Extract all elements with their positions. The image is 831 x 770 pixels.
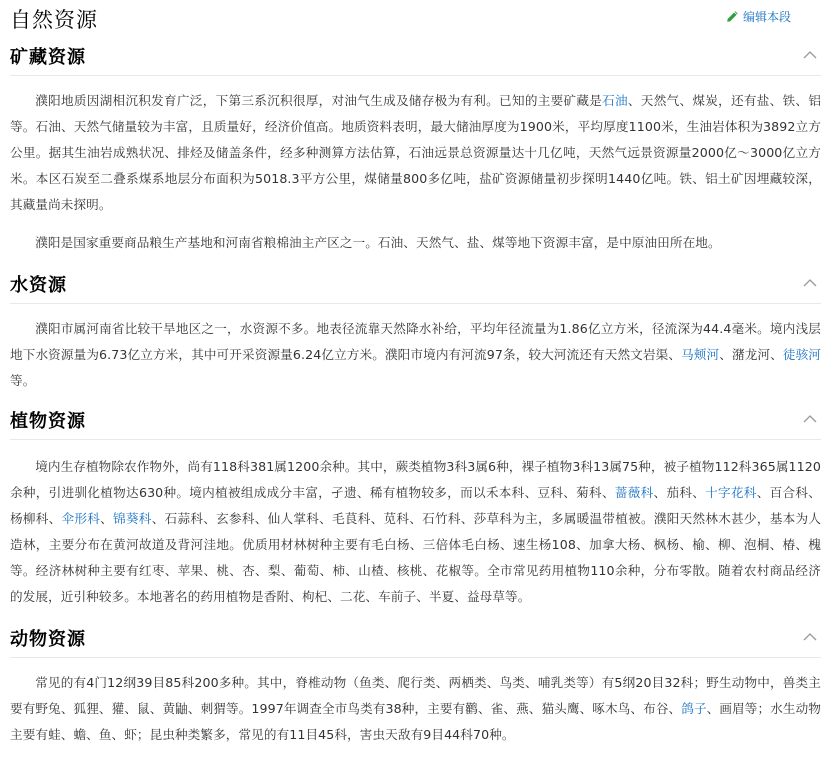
section-header: [10, 618, 821, 658]
link-pigeon[interactable]: 鸽子: [681, 701, 707, 716]
text-run: 、潴龙河、: [719, 347, 783, 362]
section-plants: [10, 400, 821, 610]
page-title: 自然资源: [10, 8, 98, 32]
text-run: 、石蒜科、玄参科、仙人掌科、毛茛科、苋科、石竹科、莎草科为主，多属暖温带植被。濮阳天然林木甚少，基本为人造林，主要分布在黄河故道及背河洼地。优质用材林树种主要有毛白杨、三倍体毛白杨、速生杨108、加拿大杨、枫杨、榆、柳、泡桐、椿、槐等。经济林树种主要有红枣、苹果、桃、杏、梨、葡萄、柿、山楂、核桃、花椒等。全市常见药用植物110余种，分布零散。随着农村商品经济的发展，近引种较多。本地著名的药用植物是香附、枸杞、二花、车前子、半夏、益母草等。: [10, 511, 822, 604]
text-run: 等。: [10, 373, 36, 388]
chevron-up-icon[interactable]: [803, 632, 817, 642]
link-malvaceae[interactable]: 锦葵科: [113, 511, 152, 526]
link-cruciferae[interactable]: 十字花科: [705, 485, 757, 500]
title-bar: [10, 0, 821, 36]
chevron-up-icon[interactable]: [803, 414, 817, 424]
section-title: 植物资源: [10, 411, 86, 432]
section-title: 矿藏资源: [10, 47, 86, 68]
section-header: [10, 400, 821, 440]
pencil-icon: [726, 10, 739, 23]
chevron-up-icon[interactable]: [803, 50, 817, 60]
text-run: 、: [100, 511, 114, 526]
section-animals: [10, 618, 821, 748]
section-header: [10, 36, 821, 76]
text-run: 境内生存植物除农作物外，尚有118科381属1200余种。其中，蕨类植物3科3属6种，裸子植物3科13属75种，被子植物112科365属1120余种，引进驯化植物达630种。境内植被组成成分丰富，孑遗、稀有植物较多，而以禾本科、豆科、菊科、: [10, 459, 821, 500]
text-run: 濮阳地质因湖相沉积发育广泛，下第三系沉积很厚，对油气生成及储存极为有利。已知的主要矿藏是: [35, 93, 603, 108]
edit-section-button[interactable]: [726, 8, 791, 25]
paragraph: [10, 316, 821, 394]
link-tuhai-river[interactable]: 徒骇河: [782, 347, 821, 362]
section-header: [10, 264, 821, 304]
section-title: 动物资源: [10, 629, 86, 650]
text-run: 、画眉等；水生动物主要有蛙、蟾、鱼、虾；昆虫种类繁多，常见的有11目45科，害虫天敌有9目44科70种。: [10, 701, 822, 742]
text-run: 、茄科、: [653, 485, 706, 500]
paragraph: 濮阳是国家重要商品粮生产基地和河南省粮棉油主产区之一。石油、天然气、盐、煤等地下资源丰富，是中原油田所在地。: [35, 235, 721, 250]
link-oil[interactable]: 石油: [602, 93, 628, 108]
link-umbelliferae[interactable]: 伞形科: [61, 511, 101, 526]
chevron-up-icon[interactable]: [803, 278, 817, 288]
section-title: 水资源: [10, 275, 67, 296]
link-rosaceae[interactable]: 蔷薇科: [614, 485, 654, 500]
link-majia-river[interactable]: 马颊河: [681, 347, 720, 362]
text-run: 濮阳市属河南省比较干旱地区之一，水资源不多。地表径流靠天然降水补给，平均年径流量为1.86亿立方米，径流深为44.4毫米。境内浅层地下水资源量为6.73亿立方米，其中可开采资源量6.24亿立方米。濮阳市境内有河流97条，较大河流还有天然文岩渠、: [10, 321, 821, 362]
paragraph: [10, 454, 821, 610]
paragraph: [10, 670, 821, 748]
section-water: [10, 264, 821, 394]
edit-section-label: 编辑本段: [742, 10, 791, 24]
section-minerals: [10, 36, 821, 256]
text-run: 常见的有4门12纲39目85科200多种。其中，脊椎动物（鱼类、爬行类、两栖类、鸟类、哺乳类等）有5纲20目32科；野生动物中，兽类主要有野兔、狐狸、獾、鼠、黄鼬、刺猬等。1997年调查全市鸟类有38种，主要有鹳、雀、燕、猫头鹰、啄木鸟、布谷、: [10, 675, 821, 716]
text-run: 、天然气、煤炭，还有盐、铁、铝等。石油、天然气储量较为丰富，且质量好，经济价值高。地质资料表明，最大储油厚度为1900米，平均厚度1100米，生油岩体积为3892立方公里。据其生油岩成熟状况、排烃及储盖条件，经多种测算方法估算，石油远景总资源量达十几亿吨，天然气远景资源量2000亿～3000亿立方米。本区石炭至二叠系煤系地层分布面积为5018.3平方公里，煤储量800多亿吨，盐矿资源储量初步探明1440亿吨。铁、铝土矿因埋藏较深，其藏量尚未探明。: [10, 93, 822, 212]
paragraph: [10, 88, 821, 218]
text-run: 、百合科、杨柳科、: [10, 485, 821, 526]
